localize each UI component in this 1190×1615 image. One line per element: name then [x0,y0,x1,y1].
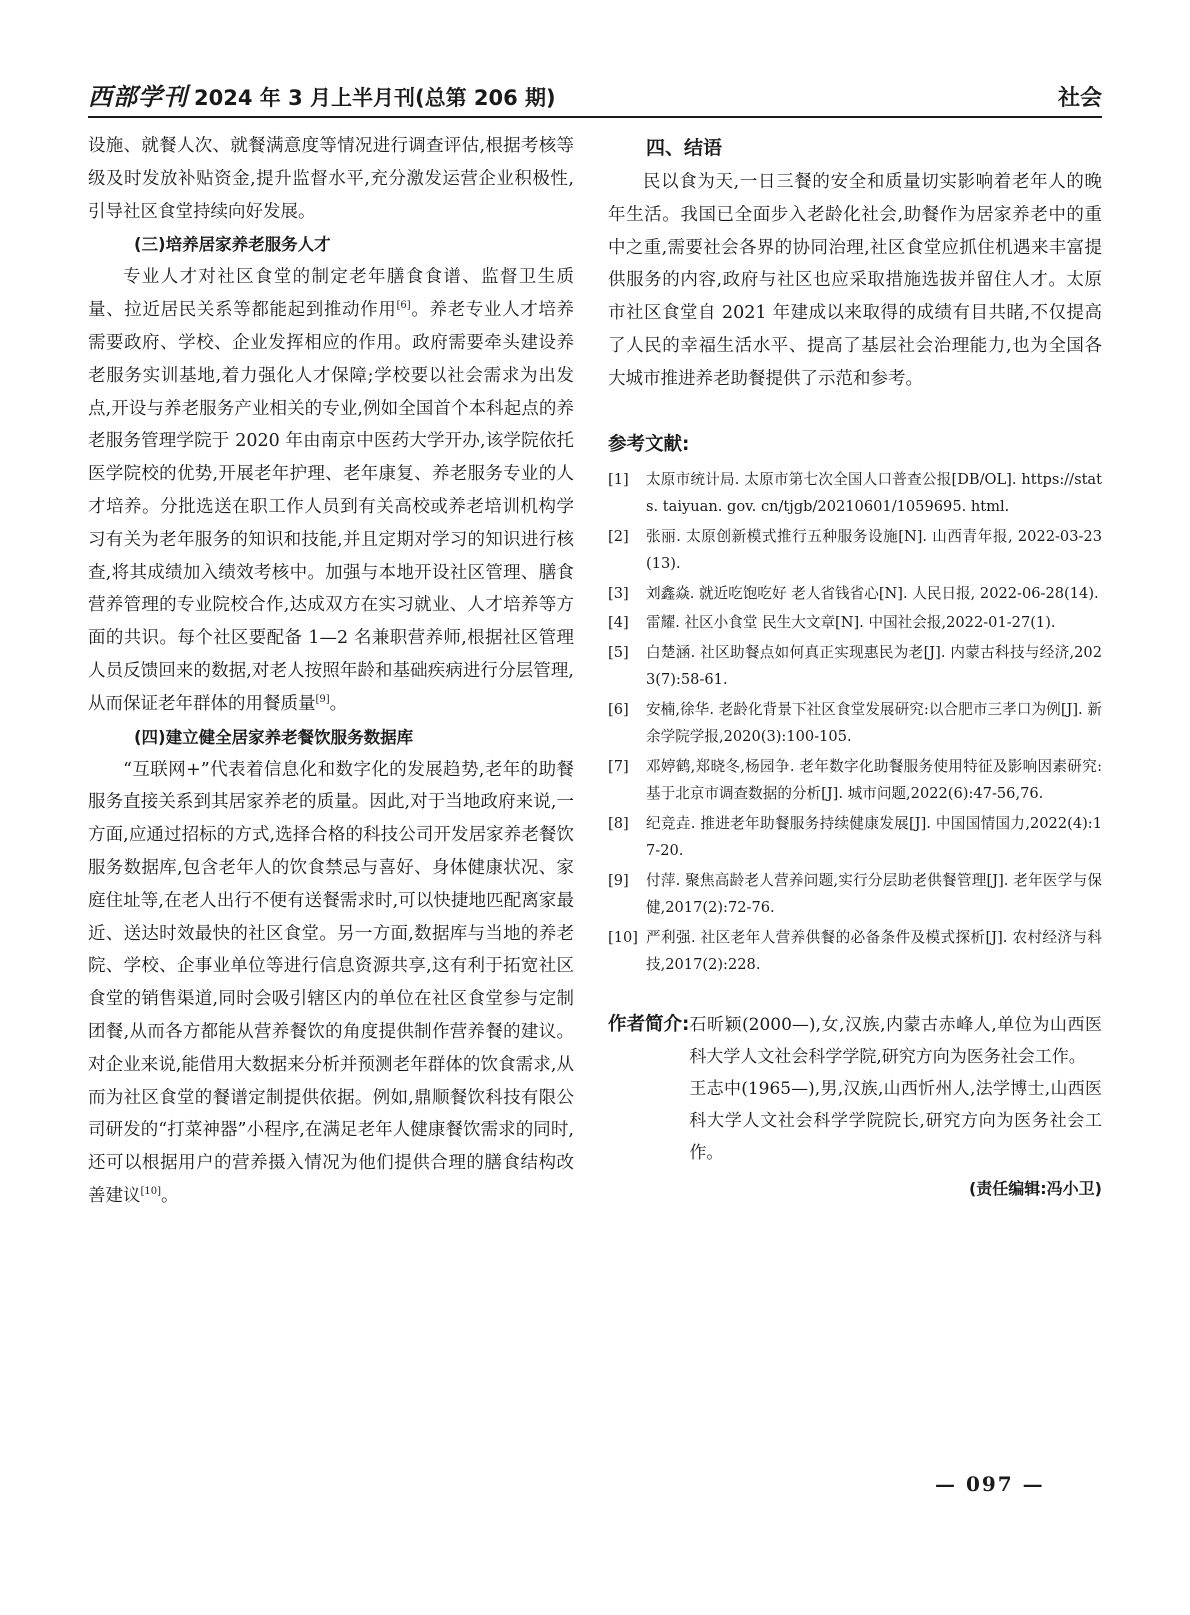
left-column [88,130,574,1213]
paragraph-database [88,754,574,1213]
page-number: — 097 — [935,1472,1045,1496]
reference-item [608,580,1102,608]
references-list [608,466,1102,979]
reference-item [608,753,1102,808]
issue-info: 2024 年 3 月上半月刊(总第 206 期) [194,86,556,110]
reference-item [608,924,1102,979]
citation-6: [6] [396,300,411,312]
reference-number: [3] [608,584,629,602]
right-column [608,130,1102,1205]
citation-9: [9] [315,693,330,705]
reference-number: [2] [608,527,629,545]
reference-number: [10] [608,928,638,946]
paragraph-talent-part1: 专业人才对社区食堂的制定老年膳食食谱、监督卫生质量、拉近居民关系等都能起到推动作用 [88,267,574,321]
reference-text: 太原市统计局. 太原市第七次全国人口普查公报[DB/OL]. https://stats. taiyuan. gov. cn/tjgb/20210601/1059695. html. [646,470,1102,516]
author-1: 石昕颖(2000—),女,汉族,内蒙古赤峰人,单位为山西医科大学人文社会科学学院,研究方向为医务社会工作。 [689,1014,1102,1067]
paragraph-database-text: “互联网+”代表着信息化和数字化的发展趋势,老年的助餐服务直接关系到其居家养老的质量。因此,对于当地政府来说,一方面,应通过招标的方式,选择合格的科技公司开发居家养老餐饮服务数据库,包含老年人的饮食禁忌与喜好、身体健康状况、家庭住址等,在老人出行不便有送餐需求时,可以快捷地匹配离家最近、送达时效最快的社区食堂。另一方面,数据库与当地的养老院、学校、企事业单位等进行信息资源共享,这有利于拓宽社区食堂的销售渠道,同时会吸引辖区内的单位在社区食堂参与定制团餐,从而各方都能从营养餐饮的角度提供制作营养餐的建议。对企业来说,能借用大数据来分析并预测老年群体的饮食需求,从而为社区食堂的餐谱定制提供依据。例如,鼎顺餐饮科技有限公司研发的“打菜神器”小程序,在满足老年人健康餐饮需求的同时,还可以根据用户的营养摄入情况为他们提供合理的膳食结构改善建议 [88,759,574,1206]
conclusion-heading: 四、结语 [646,137,723,159]
reference-item [608,609,1102,637]
paragraph-talent-part2: 。养老专业人才培养需要政府、学校、企业发挥相应的作用。政府需要牵头建设养老服务实训基地,着力强化人才保障;学校要以社会需求为出发点,开设与养老服务产业相关的专业,例如全国首个本科起点的养老服务管理学院于 2020 年由南京中医药大学开办,该学院依托医学院校的优势,开展老年护理、老年康复、养老服务专业的人才培养。分批选送在职工作人员到有关高校或养老培训机构学习有关为老年服务的知识和技能,并且定期对学习的知识进行核查,将其成绩加入绩效考核中。加强与本地开设社区管理、膳食营养管理的专业院校合作,达成双方在实习就业、人才培养等方面的共识。每个社区要配备 1—2 名兼职营养师,根据社区管理人员反馈回来的数据,对老人按照年龄和基础疾病进行分层管理,从而保证老年群体的用餐质量 [88,300,575,714]
journal-logo: 西部学刊 [88,82,188,111]
reference-text: 付萍. 聚焦高龄老人营养问题,实行分层助老供餐管理[J]. 老年医学与保健,2017(2):72-76. [646,871,1102,917]
subheading-talent: (三)培养居家养老服务人才 [134,235,331,255]
author-body [689,1009,1102,1169]
paragraph-talent [88,261,574,720]
paragraph-talent-end: 。 [329,693,348,714]
responsible-editor: (责任编辑:冯小卫) [968,1178,1102,1198]
reference-number: [6] [608,700,629,718]
paragraph-continued: 设施、就餐人次、就餐满意度等情况进行调查评估,根据考核等级及时发放补贴资金,提升监督水平,充分激发运营企业积极性,引导社区食堂持续向好发展。 [88,136,574,222]
reference-item [608,639,1102,694]
reference-text: 严利强. 社区老年人营养供餐的必备条件及模式探析[J]. 农村经济与科技,2017(2):228. [646,928,1102,974]
reference-item [608,810,1102,865]
reference-text: 刘鑫焱. 就近吃饱吃好 老人省钱省心[N]. 人民日报, 2022-06-28(14). [646,584,1099,602]
subheading-database: (四)建立健全居家养老餐饮服务数据库 [134,727,414,747]
author-label: 作者简介: [608,1013,690,1035]
reference-number: [5] [608,643,629,661]
reference-number: [8] [608,814,629,832]
reference-number: [7] [608,757,629,775]
reference-text: 张丽. 太原创新模式推行五种服务设施[N]. 山西青年报, 2022-03-23(13). [646,527,1102,573]
header-left [88,77,556,112]
reference-item [608,523,1102,578]
paragraph-database-end: 。 [161,1185,179,1206]
reference-number: [4] [608,614,629,632]
reference-number: [9] [608,871,629,889]
reference-text: 邓婷鹤,郑晓冬,杨园争. 老年数字化助餐服务使用特征及影响因素研究:基于北京市调查数据的分析[J]. 城市问题,2022(6):47-56,76. [646,757,1102,803]
author-2: 王志中(1965—),男,汉族,山西忻州人,法学博士,山西医科大学人文社会科学学院院长,研究方向为医务社会工作。 [689,1078,1102,1163]
reference-item [608,696,1102,751]
references-title: 参考文献: [608,433,690,455]
conclusion-paragraph: 民以食为天,一日三餐的安全和质量切实影响着老年人的晚年生活。我国已全面步入老龄化社会,助餐作为居家养老中的重中之重,需要社会各界的协同治理,社区食堂应抓住机遇来丰富提供服务的内容,政府与社区也应采取措施选拔并留住人才。太原市社区食堂自 2021 年建成以来取得的成绩有目共睹,不仅提高了人民的幸福生活水平、提高了基层社会治理能力,也为全国各大城市推进养老助餐提供了示范和参考。 [608,172,1102,389]
reference-text: 安楠,徐华. 老龄化背景下社区食堂发展研究:以合肥市三孝口为例[J]. 新余学院学报,2020(3):100-105. [646,700,1102,746]
reference-text: 雷耀. 社区小食堂 民生大文章[N]. 中国社会报,2022-01-27(1). [646,614,1056,632]
citation-10: [10] [140,1186,162,1198]
section-label: 社会 [1057,86,1102,111]
running-header [88,78,1102,118]
reference-item [608,466,1102,521]
author-bio [608,1009,1102,1169]
reference-text: 纪竞垚. 推进老年助餐服务持续健康发展[J]. 中国国情国力,2022(4):17-20. [646,814,1102,860]
reference-item [608,867,1102,922]
reference-number: [1] [608,470,629,488]
reference-text: 白楚涵. 社区助餐点如何真正实现惠民为老[J]. 内蒙古科技与经济,2023(7):58-61. [646,643,1102,689]
